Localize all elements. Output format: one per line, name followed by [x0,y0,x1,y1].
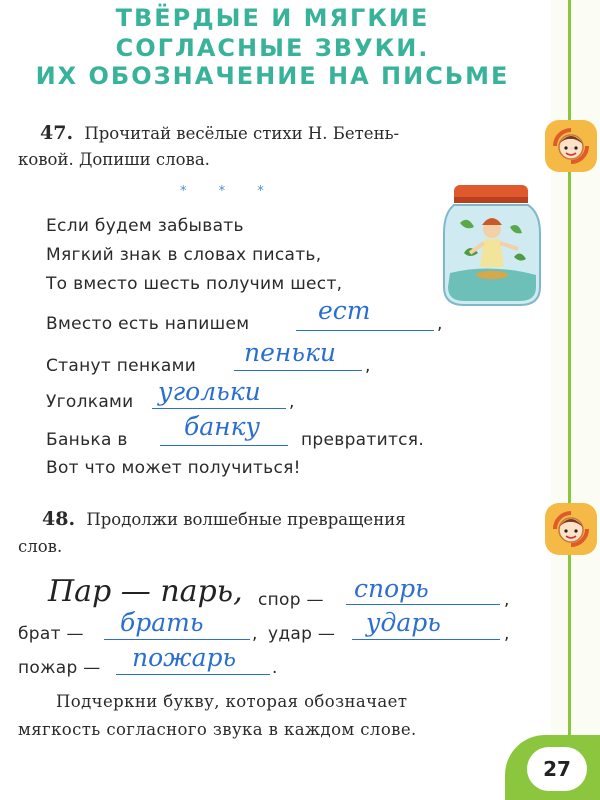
word-udar: удар — [268,624,336,644]
underline-instruction-line2: мягкость согласного звука в каждом слове. [18,720,417,739]
answer-6-handwritten: угольки [158,377,261,406]
answer-line-udar [352,639,500,640]
answer-udar-handwritten: ударь [366,608,441,637]
answer-4-handwritten: ест [318,296,371,325]
poem-line-8: Вот что может получиться! [46,458,301,478]
task48-instruction [42,508,406,530]
child-face-icon [545,120,597,172]
task47-number: 47. [40,122,74,144]
page-number: 27 [527,747,587,791]
answer-line-5 [234,370,362,371]
page-title-line2: СОГЛАСНЫЕ ЗВУКИ. [115,34,430,62]
comma-spor: , [504,590,510,610]
jar-with-elf-icon [440,183,543,309]
poem-line-4-suffix: , [437,314,443,334]
answer-brat-handwritten: брать [120,608,204,637]
page-title-line3: ИХ ОБОЗНАЧЕНИЕ НА ПИСЬМЕ [35,62,510,90]
poem-line-6-prefix: Уголками [46,392,134,412]
comma-udar: , [504,624,510,644]
answer-pozhar-handwritten: пожарь [132,643,237,672]
poem-line-6-suffix: , [289,392,295,412]
poem-line-7-prefix: Банька в [46,430,128,450]
poem-line-3: То вместо шесть получим шест, [46,274,343,294]
answer-spor-handwritten: спорь [354,574,429,603]
task48-text-line1: Продолжи волшебные превращения [86,510,406,529]
word-spor: спор — [258,590,324,610]
answer-line-brat [104,639,250,640]
word-brat: брат — [18,624,84,644]
comma-brat: , [252,624,258,644]
page-title-line1: ТВЁРДЫЕ И МЯГКИЕ [115,4,430,32]
child-face-icon [545,503,597,555]
task47-text-line2: ковой. Допиши слова. [18,150,210,169]
underline-instruction-line1: Подчеркни букву, которая обозначает [56,692,408,711]
poem-line-4-prefix: Вместо есть напишем [46,314,250,334]
answer-line-pozhar [116,674,270,675]
answer-line-spor [346,604,500,605]
word-pozhar: пожар — [18,658,101,678]
task48-text-line2: слов. [18,537,63,556]
poem-line-5-prefix: Станут пенками [46,356,197,376]
stars-separator: * * * [180,184,278,199]
period-pozhar: . [272,658,278,678]
example-handwritten: Пар — парь, [48,574,243,609]
task47-instruction [40,122,399,144]
task47-text-line1: Прочитай весёлые стихи Н. Бетень- [84,124,400,143]
poem-line-1: Если будем забывать [46,216,244,236]
answer-line-7 [160,445,288,446]
task48-number: 48. [42,508,76,530]
answer-line-4 [296,330,434,331]
answer-5-handwritten: пеньки [244,338,337,367]
answer-7-handwritten: банку [184,412,261,441]
poem-line-5-suffix: , [365,356,371,376]
poem-line-2: Мягкий знак в словах писать, [46,245,322,265]
answer-line-6 [152,408,286,409]
poem-line-7-suffix: превратится. [301,430,425,450]
